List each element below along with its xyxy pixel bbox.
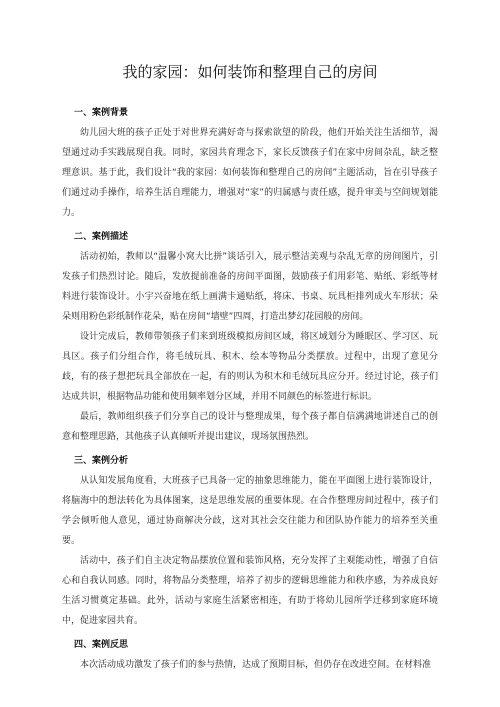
section-heading: 三、案例分析 bbox=[74, 456, 129, 466]
paragraph: 最后，教师组织孩子们分享自己的设计与整理成果，每个孩子都自信满满地讲述自己的创意和整理思路，其他孩子认真倾听并提出建议，现场氛围热烈。 bbox=[62, 412, 438, 442]
paragraph: 幼儿园大班的孩子正处于对世界充满好奇与探索欲望的阶段，他们开始关注生活细节，渴望通过动手实践展现自我。同时，家园共育理念下，家长反馈孩子们在家中房间杂乱，缺乏整理意识。基于此，我们设计“我的家园：如何装饰和整理自己的房间”主题活动，旨在引导孩子们通过动手操作，培养生活自理能力，增强对“家”的归属感与责任感，提升审美与空间规划能力。 bbox=[62, 128, 438, 218]
section-background bbox=[62, 106, 438, 223]
paragraph: 从认知发展角度看，大班孩子已具备一定的抽象思维能力，能在平面图上进行装饰设计，将脑海中的想法转化为具体图案，这是思维发展的重要体现。在合作整理房间过程中，孩子们学会倾听他人意见，通过协商解决分歧，这对其社会交往能力和团队协作能力的培养至关重要。 bbox=[62, 476, 438, 546]
document-title: 我的家园：如何装饰和整理自己的房间 bbox=[122, 63, 378, 81]
section-analysis bbox=[62, 454, 438, 631]
section-heading: 二、案例描述 bbox=[74, 232, 129, 242]
section-heading: 四、案例反思 bbox=[74, 640, 129, 650]
paragraph: 活动中，孩子们自主决定物品摆放位置和装饰风格，充分发挥了主观能动性，增强了自信心和自我认同感。同时，将物品分类整理，培养了初步的逻辑思维能力和秩序感，为养成良好生活习惯奠定基础。此外，活动与家庭生活紧密相连，有助于将幼儿园所学迁移到家庭环境中，促进家园共育。 bbox=[62, 556, 438, 626]
paragraph: 本次活动成功激发了孩子们的参与热情，达成了预期目标，但仍存在改进空间。在材料准 bbox=[80, 660, 432, 670]
paragraph: 设计完成后，教师带领孩子们来到班级模拟房间区域，将区域划分为睡眠区、学习区、玩具区。孩子们分组合作，将毛绒玩具、积木、绘本等物品分类摆放。过程中，出现了意见分歧，有的孩子想把玩具全部放在一起，有的则认为积木和毛绒玩具应分开。经过讨论，孩子们达成共识，根据物品功能和使用频率划分区域，并用不同颜色的标签进行标识。 bbox=[62, 332, 438, 402]
section-heading: 一、案例背景 bbox=[74, 108, 129, 118]
section-description bbox=[62, 230, 438, 447]
section-reflection bbox=[62, 638, 438, 675]
paragraph: 活动初始，教师以“温馨小窝大比拼”谈话引入，展示整洁美观与杂乱无章的房间图片，引发孩子们热烈讨论。随后，发放提前准备的房间平面图，鼓励孩子们用彩笔、贴纸、彩纸等材料进行装饰设计。小宇兴奋地在纸上画满卡通贴纸，将床、书桌、玩具柜排列成火车形状；朵朵则用粉色彩纸制作花朵，贴在房间“墙壁”四周，打造出梦幻花园般的房间。 bbox=[62, 252, 438, 322]
